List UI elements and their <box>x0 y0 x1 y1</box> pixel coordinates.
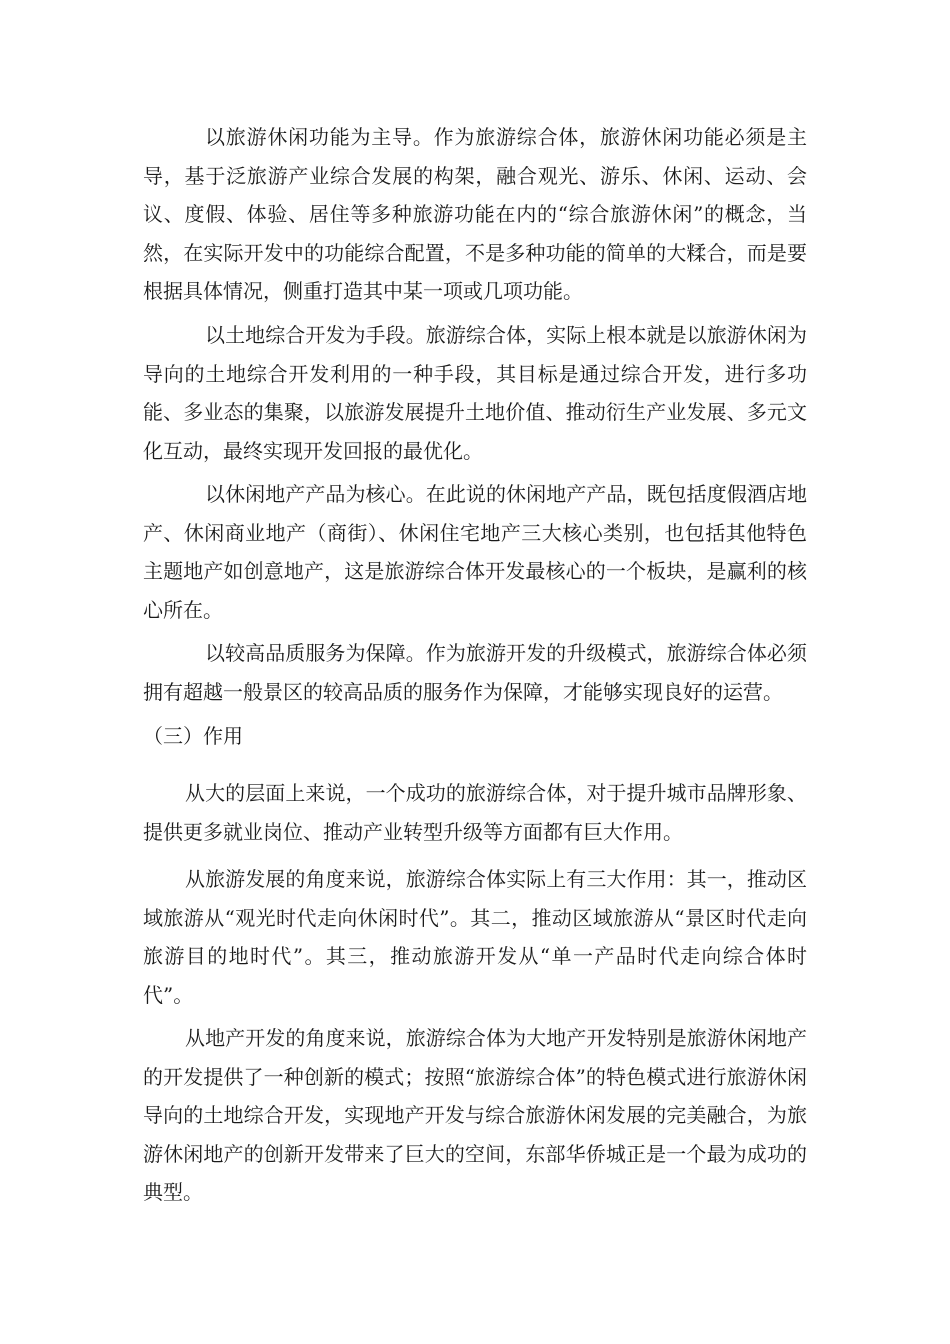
paragraph-service-quality: 以较高品质服务为保障。作为旅游开发的升级模式，旅游综合体必须拥有超越一般景区的较高品质的服务作为保障，才能够实现良好的运营。 <box>143 641 807 704</box>
paragraph-land-development: 以土地综合开发为手段。旅游综合体，实际上根本就是以旅游休闲为导向的土地综合开发利用的一种手段，其目标是通过综合开发，进行多功能、多业态的集聚，以旅游发展提升土地价值、推动衍生产业发展、多元文化互动，最终实现开发回报的最优化。 <box>143 323 807 463</box>
paragraph-real-estate-development: 从地产开发的角度来说，旅游综合体为大地产开发特别是旅游休闲地产的开发提供了一种创新的模式；按照“旅游综合体”的特色模式进行旅游休闲导向的土地综合开发，实现地产开发与综合旅游休闲发展的完美融合，为旅游休闲地产的创新开发带来了巨大的空间，东部华侨城正是一个最为成功的典型。 <box>143 1026 807 1204</box>
paragraph-leisure-real-estate: 以休闲地产产品为核心。在此说的休闲地产产品，既包括度假酒店地产、休闲商业地产（商街）、休闲住宅地产三大核心类别，也包括其他特色主题地产如创意地产，这是旅游综合体开发最核心的一个板块，是赢利的核心所在。 <box>143 482 807 622</box>
paragraph-macro-level: 从大的层面上来说，一个成功的旅游综合体，对于提升城市品牌形象、提供更多就业岗位、推动产业转型升级等方面都有巨大作用。 <box>143 781 807 844</box>
paragraph-tourism-development: 从旅游发展的角度来说，旅游综合体实际上有三大作用：其一，推动区域旅游从“观光时代走向休闲时代”。其二，推动区域旅游从“景区时代走向旅游目的地时代”。其三，推动旅游开发从“单一产品时代走向综合体时代”。 <box>143 867 807 1007</box>
section-heading-functions: （三）作用 <box>143 724 243 748</box>
paragraph-tourism-leisure-function: 以旅游休闲功能为主导。作为旅游综合体，旅游休闲功能必须是主导，基于泛旅游产业综合发展的构架，融合观光、游乐、休闲、运动、会议、度假、体验、居住等多种旅游功能在内的“综合旅游休闲”的概念，当然，在实际开发中的功能综合配置，不是多种功能的简单的大糅合，而是要根据具体情况，侧重打造其中某一项或几项功能。 <box>143 125 807 303</box>
